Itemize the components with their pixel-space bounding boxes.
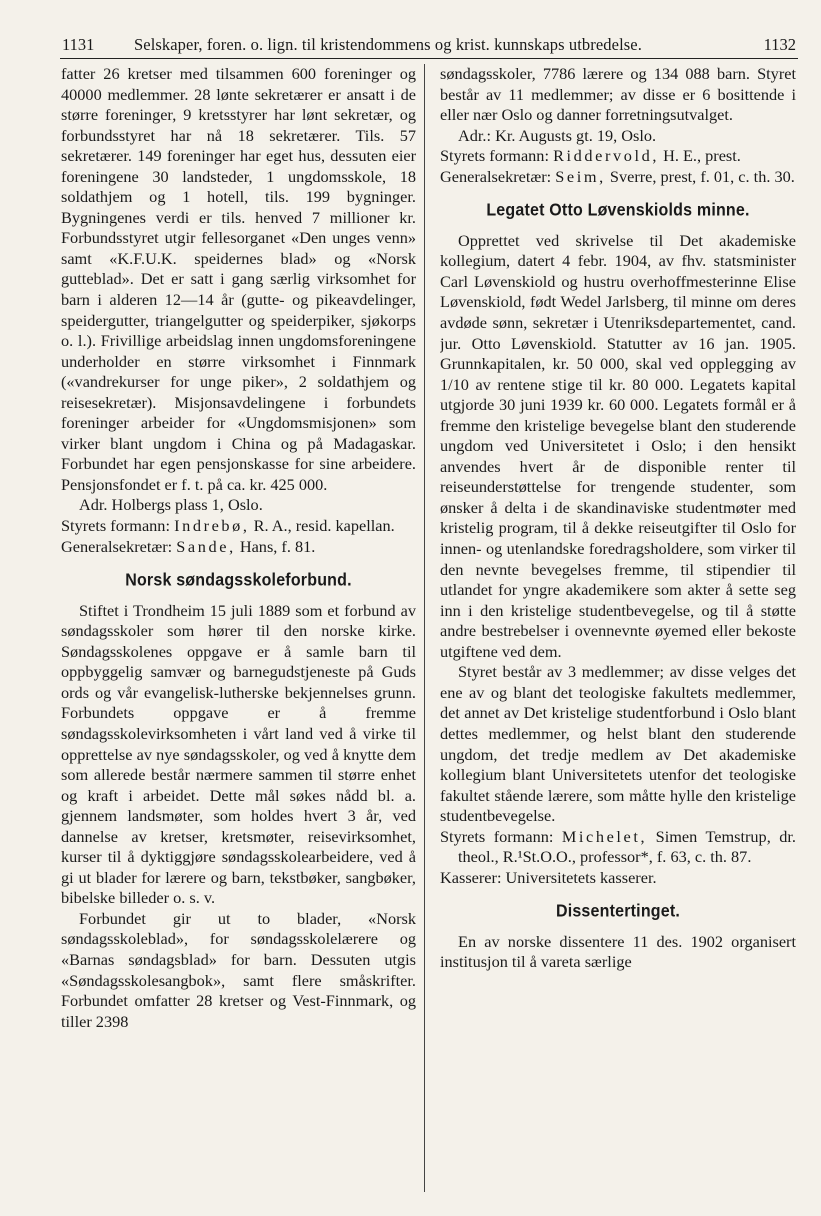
sondagsskole-continuation-paragraph: søndagsskoler, 7786 lærere og 134 088 barn. Styret består av 11 medlemmer; av disse er 6 bosittende i eller nær Oslo og danner forretningsutvalget. [440,64,796,125]
legat-chairman-details: Simen Temstrup, dr. theol., R.¹St.O.O., professor*, f. 63, c. th. 87. [458,826,796,867]
legat-chairman-name: Michelet, [561,826,648,846]
section-heading-sondagsskoleforbund: Norsk søndagsskoleforbund. [125,571,352,591]
kfuk-gensec-name: Sande, [176,536,236,556]
column-divider [424,64,425,1192]
sondagsskole-chairman-label: Styrets formann: [440,146,549,166]
sondagsskole-chairman-name: Riddervold, [553,146,659,166]
sondagsskole-address: Adr.: Kr. Augusts gt. 19, Oslo. [458,125,657,145]
kfuk-chairman-details: R. A., resid. kapellan. [253,516,395,536]
legat-paragraph-1a: Opprettet ved skrivelse til Det akademiske kollegium, datert 4 febr. 1904, av fhv. statsminister Carl Løvenskiold og hustru overhoffmesterinne Elise Løvenskiold, født Wedel Jarlsberg, til minne om deres avdøde sønn, sekretær i Utenriksdepartementet, cand. jur. Otto Løvenskiold. Statutter av 16 jan. 1905. Grunnkapitalen, kr. 50 000, skal ved opplegging av [440,230,796,374]
right-column [440,64,796,1194]
legat-paragraph-1b: av rentene stige til kr. 80 000. Legatets kapital utgjorde 30 juni 1939 kr. 60 000. Legatets formål er å fremme den kristelige bevegelse blant den studerende ungdom ved Universitetet i Oslo; i den hensikt anvendes hvert år de disponible renter til reiseunderstøttelse for trengende studenter, som ønsker å delta i de skandinaviske studentmøter med kristelig program, til å dekke reiseutgifter til Oslo for innen- og utenlandske foredragsholdere, som virker til den nevnte bevegelses fremme, til stipendier til utlandet for yngre akademikere som akter å sette seg inn i den kristelige studentbevegelse, og til å støtte andre bestrebelser i ovennevnte øyemed eller bekoste utgiftene ved dem. [440,374,796,661]
legat-paragraph-2: Styret består av 3 medlemmer; av disse velges det ene av og blant det teologiske fakultets medlemmer, det annet av Det kristelige studentforbund i Oslo blant dettes medlemmer, og helst blant den studerende ungdom, det tredje medlem av Det akademiske kollegium blant Universitetets utenfor det teologiske fakultet stående lærere, som måtte hylle den kristelige studentbevegelse. [440,662,796,826]
page-number-left: 1131 [62,35,95,54]
sondagsskole-chairman-details: H. E., prest. [663,146,741,166]
header-rule [60,58,798,59]
sondagsskole-chairman [440,146,796,167]
kfuk-general-secretary [61,537,416,558]
sondagsskole-paragraph-2: Forbundet gir ut to blader, «Norsk søndagsskoleblad», for søndagsskolelærere og «Barnas søndagsblad» for barn. Dessuten utgis «Søndagsskolesangbok», samt flere småskrifter. Forbundet omfatter 28 kretser og Vest-Finnmark, og tiller 2398 [61,908,416,1031]
running-title: Selskaper, foren. o. lign. til kristendommens og krist. kunnskaps utbredelse. [134,35,642,54]
left-column [61,64,416,1194]
sondagsskole-gensec-name: Seim, [555,166,606,186]
section-heading-dissentertinget: Dissentertinget. [555,902,681,922]
sondagsskole-paragraph-1: Stiftet i Trondheim 15 juli 1889 som et forbund av søndagsskoler som hører til den norske kirke. Søndagsskolenes oppgave er å samle barn til oppbyggelig samvær og barnegudstjeneste på Guds ords og vår evangelisk-lutherske bekjennelses grunn. Forbundets oppgave er å fremme søndagsskolevirksomheten i vårt land ved å virke til opprettelse av nye søndagsskoler, og ved å knytte dem som allerede består nærmere sammen til større enhet og kraft i arbeidet. Dette mål søkes nådd bl. a. gjennem landsmøter, som holdes hvert 3 år, ved dannelse av kretser, kretsmøter, reisevirksomhet, kurser til å dyktiggjøre søndagsskolearbeidere, ved å gi ut blader for lærere og barn, tekstbøker, sangbøker, bibelske billeder o. s. v. [61,600,416,908]
legat-chairman-label: Styrets formann: [440,826,554,846]
kfuk-chairman-label: Styrets formann: [61,516,170,536]
legat-treasurer: Kasserer: Universitetets kasserer. [440,867,657,887]
page-header [62,34,796,58]
page-number-right: 1132 [763,35,796,54]
kfuk-gensec-details: Hans, f. 81. [239,536,316,556]
legat-chairman [440,827,796,868]
section-heading-lovenskiold-legat: Legatet Otto Løvenskiolds minne. [486,201,750,221]
dissentertinget-paragraph: En av norske dissentere 11 des. 1902 organisert institusjon til å vareta særlige [440,931,796,972]
legat-paragraph-1 [440,231,796,662]
sondagsskole-general-secretary [440,167,796,188]
kfuk-chairman-name: Indrebø, [174,516,250,536]
kfuk-continuation-paragraph: fatter 26 kretser med tilsammen 600 foreninger og 40000 medlemmer. 28 lønte sekretærer er ansatt i de større foreninger, 9 kretsstyrer har lønt sekretær, og forbundsstyret har nå 18 sekretærer. Tils. 57 sekretærer. 149 foreninger har eget hus, dessuten eier foreningene 30 landsteder, 1 ungdomsskole, 18 soldathjem og 1 hotell, tils. 199 bygninger. Bygningenes verdi er tils. henved 7 millioner kr. Forbundsstyret utgir fellesorganet «Den unges venn» samt «K.F.U.K. speidernes blad» og «Norsk gutteblad». Det er satt i gang særlig virksomhet for barn i alderen 12—14 år (gutte- og pikeavdelinger, speidergutter, triangelgutter og speiderpiker, sjøkorps o. l.). Frivillige arbeidslag innen ungdomsforeningene underholder en større virksomhet i Finnmark («vandrekurser for unge piker», 2 soldathjem og reisesekretær). Misjonsavdelingene i forbundets foreninger arbeider for «Ungdomsmisjonen» som virker blant ungdom i China og på Madagaskar. Forbundet har egen pensjonskasse for sine arbeidere. Pensjonsfondet er f. t. på ca. kr. 425 000. [61,64,416,494]
kfuk-chairman [61,516,416,537]
legat-fraction: 1/10 [440,374,469,394]
sondagsskole-gensec-label: Generalsekretær: [440,166,552,186]
sondagsskole-gensec-details: Sverre, prest, f. 01, c. th. 30. [609,166,795,186]
kfuk-gensec-label: Generalsekretær: [61,536,173,556]
kfuk-address: Adr. Holbergs plass 1, Oslo. [79,495,263,515]
